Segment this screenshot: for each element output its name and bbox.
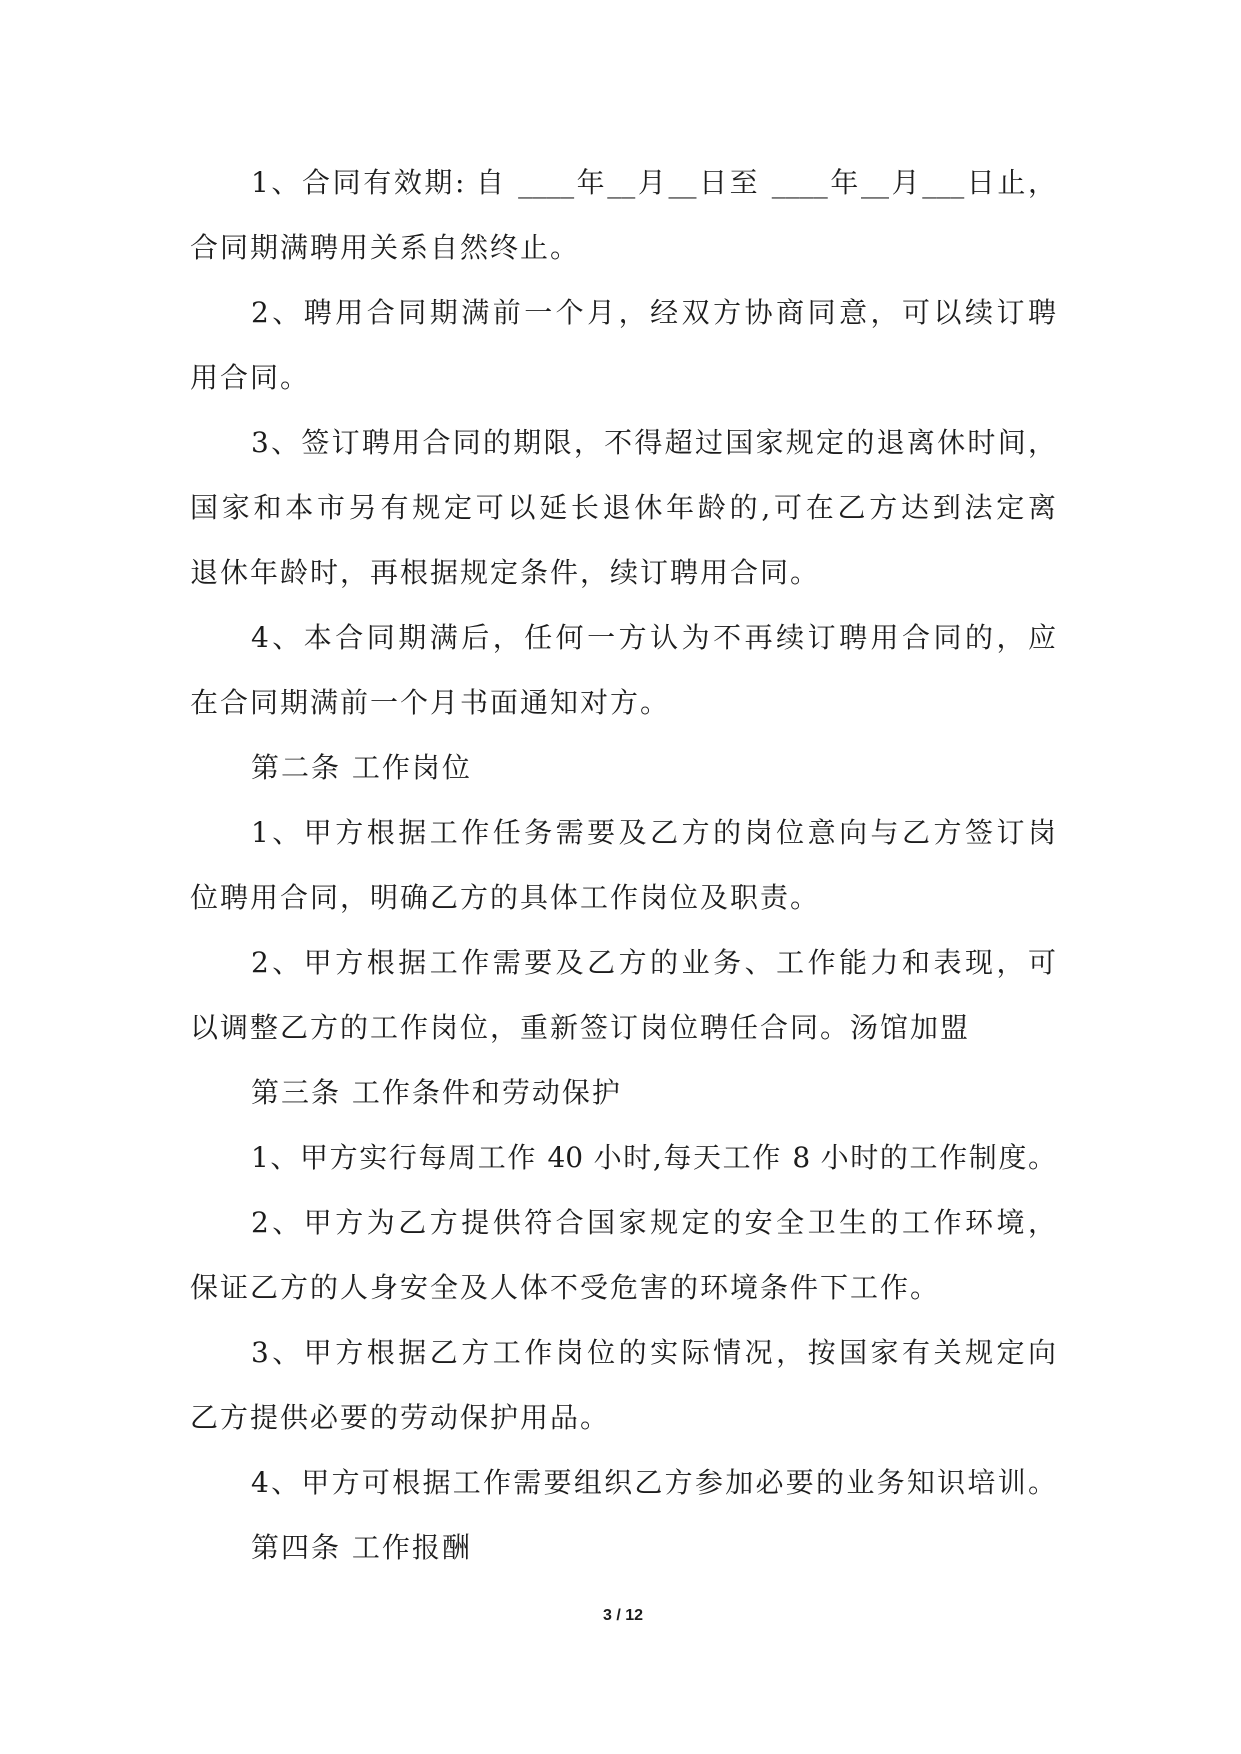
text-line: 2、甲方为乙方提供符合国家规定的安全卫生的工作环境， bbox=[251, 1206, 1056, 1239]
clause-item bbox=[190, 800, 1056, 930]
text-line: 1、甲方实行每周工作 40 小时,每天工作 8 小时的工作制度。 bbox=[251, 1141, 1056, 1174]
document-body bbox=[190, 150, 1056, 1580]
text-line: 保证乙方的人身安全及人体不受危害的环境条件下工作。 bbox=[190, 1271, 941, 1304]
text-line: 1、甲方根据工作任务需要及乙方的岗位意向与乙方签订岗 bbox=[251, 816, 1056, 849]
clause-item bbox=[190, 1320, 1056, 1450]
text-line: 退休年龄时，再根据规定条件，续订聘用合同。 bbox=[190, 556, 821, 589]
text-line: 4、本合同期满后，任何一方认为不再续订聘用合同的，应 bbox=[251, 621, 1056, 654]
clause-item bbox=[190, 1450, 1056, 1515]
text-line: 用合同。 bbox=[190, 361, 311, 394]
text-line: 3、甲方根据乙方工作岗位的实际情况，按国家有关规定向 bbox=[251, 1336, 1056, 1369]
clause-item bbox=[190, 1125, 1056, 1190]
section-heading: 第四条 工作报酬 bbox=[251, 1531, 472, 1564]
text-line: 合同期满聘用关系自然终止。 bbox=[190, 231, 581, 264]
text-line: 4、甲方可根据工作需要组织乙方参加必要的业务知识培训。 bbox=[251, 1466, 1056, 1499]
text-line: 在合同期满前一个月书面通知对方。 bbox=[190, 686, 671, 719]
text-line: 2、甲方根据工作需要及乙方的业务、工作能力和表现，可 bbox=[251, 946, 1056, 979]
clause-item bbox=[190, 930, 1056, 1060]
text-line: 3、签订聘用合同的期限，不得超过国家规定的退离休时间， bbox=[251, 426, 1056, 459]
text-line: 以调整乙方的工作岗位，重新签订岗位聘任合同。汤馆加盟 bbox=[190, 1011, 971, 1044]
clause-item bbox=[190, 1190, 1056, 1320]
clause-item bbox=[190, 605, 1056, 735]
text-line: 乙方提供必要的劳动保护用品。 bbox=[190, 1401, 611, 1434]
text-line: 1、合同有效期: 自 ____年__月__日至 ____年__月___日止， bbox=[251, 166, 1056, 199]
clause-item bbox=[190, 280, 1056, 410]
clause-item bbox=[190, 410, 1056, 605]
text-line: 2、聘用合同期满前一个月，经双方协商同意，可以续订聘 bbox=[251, 296, 1056, 329]
clause-item bbox=[190, 150, 1056, 280]
text-line: 国家和本市另有规定可以延长退休年龄的,可在乙方达到法定离 bbox=[190, 491, 1056, 524]
section-heading: 第三条 工作条件和劳动保护 bbox=[251, 1076, 622, 1109]
page-number: 3 / 12 bbox=[602, 1607, 644, 1624]
text-line: 位聘用合同，明确乙方的具体工作岗位及职责。 bbox=[190, 881, 821, 914]
section-heading: 第二条 工作岗位 bbox=[251, 751, 472, 784]
